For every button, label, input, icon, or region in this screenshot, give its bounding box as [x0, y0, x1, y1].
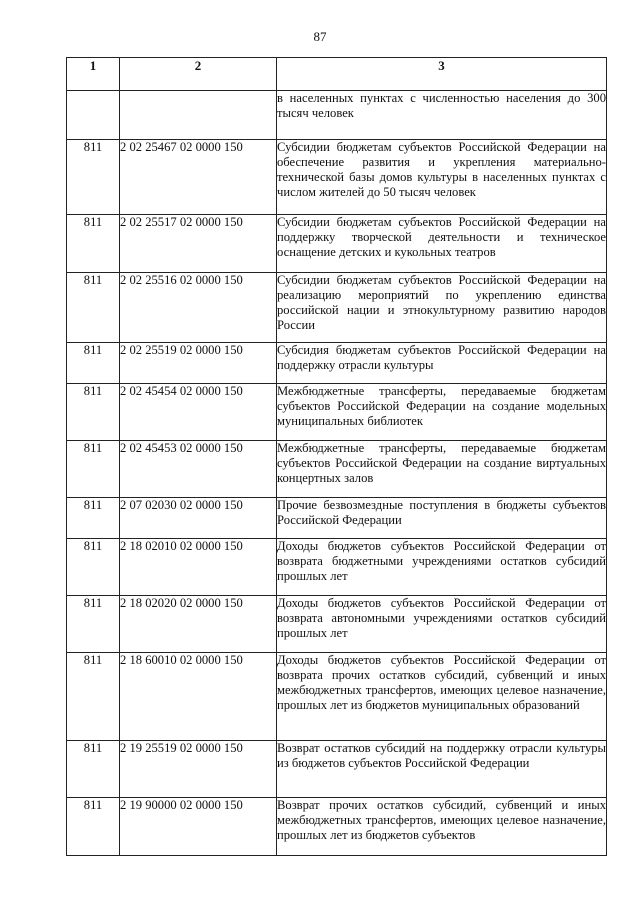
- table-row: [67, 539, 607, 596]
- kbk-code-cell: 2 02 45454 02 0000 150: [120, 384, 277, 441]
- table-row: [67, 273, 607, 343]
- admin-code-cell: 811: [67, 498, 120, 539]
- kbk-code-cell: 2 07 02030 02 0000 150: [120, 498, 277, 539]
- revenue-name-cell: Субсидии бюджетам субъектов Российской Федерации на реализацию мероприятий по укреплению единства российской нации и этнокультурному развитию народов России: [277, 273, 607, 343]
- kbk-code-cell: 2 02 45453 02 0000 150: [120, 441, 277, 498]
- kbk-code-cell: 2 18 02010 02 0000 150: [120, 539, 277, 596]
- table-row: [67, 596, 607, 653]
- kbk-code-cell: 2 02 25516 02 0000 150: [120, 273, 277, 343]
- admin-code-cell: 811: [67, 798, 120, 856]
- revenue-name-cell: Межбюджетные трансферты, передаваемые бюджетам субъектов Российской Федерации на создание виртуальных концертных залов: [277, 441, 607, 498]
- revenue-name-cell: Доходы бюджетов субъектов Российской Федерации от возврата бюджетными учреждениями остатков субсидий прошлых лет: [277, 539, 607, 596]
- table-row: [67, 140, 607, 215]
- table-row: [67, 343, 607, 384]
- table-row: [67, 798, 607, 856]
- kbk-code-cell: 2 02 25467 02 0000 150: [120, 140, 277, 215]
- revenue-name-cell: Возврат остатков субсидий на поддержку отрасли культуры из бюджетов субъектов Российской Федерации: [277, 741, 607, 798]
- kbk-code-cell: 2 02 25519 02 0000 150: [120, 343, 277, 384]
- header-col-1: 1: [67, 58, 120, 91]
- admin-code-cell: 811: [67, 384, 120, 441]
- admin-code-cell: 811: [67, 441, 120, 498]
- admin-code-cell: 811: [67, 215, 120, 273]
- table-row: [67, 441, 607, 498]
- admin-code-cell: 811: [67, 741, 120, 798]
- admin-code-cell: 811: [67, 596, 120, 653]
- header-col-3: 3: [277, 58, 607, 91]
- kbk-code-cell: 2 19 90000 02 0000 150: [120, 798, 277, 856]
- admin-code-cell: [67, 91, 120, 140]
- kbk-code-cell: 2 18 60010 02 0000 150: [120, 653, 277, 741]
- revenue-name-cell: Субсидии бюджетам субъектов Российской Федерации на обеспечение развития и укрепления материально-технической базы домов культуры в населенных пунктах с числом жителей до 50 тысяч человек: [277, 140, 607, 215]
- revenue-name-cell: Прочие безвозмездные поступления в бюджеты субъектов Российской Федерации: [277, 498, 607, 539]
- admin-code-cell: 811: [67, 140, 120, 215]
- table-header-row: [67, 58, 607, 91]
- revenue-name-cell: Субсидии бюджетам субъектов Российской Федерации на поддержку творческой деятельности и техническое оснащение детских и кукольных театров: [277, 215, 607, 273]
- header-col-2: 2: [120, 58, 277, 91]
- table-row: [67, 653, 607, 741]
- revenue-codes-table: [66, 57, 607, 856]
- kbk-code-cell: 2 19 25519 02 0000 150: [120, 741, 277, 798]
- revenue-name-cell: в населенных пунктах с численностью населения до 300 тысяч человек: [277, 91, 607, 140]
- table-row: [67, 384, 607, 441]
- revenue-name-cell: Доходы бюджетов субъектов Российской Федерации от возврата автономными учреждениями остатков субсидий прошлых лет: [277, 596, 607, 653]
- revenue-name-cell: Доходы бюджетов субъектов Российской Федерации от возврата прочих остатков субсидий, субвенций и иных межбюджетных трансфертов, имеющих целевое назначение, прошлых лет из бюджетов муниципальных образований: [277, 653, 607, 741]
- table-row: [67, 741, 607, 798]
- kbk-code-cell: [120, 91, 277, 140]
- revenue-name-cell: Субсидия бюджетам субъектов Российской Федерации на поддержку отрасли культуры: [277, 343, 607, 384]
- page-number: 87: [313, 29, 327, 44]
- admin-code-cell: 811: [67, 653, 120, 741]
- table-row: [67, 498, 607, 539]
- revenue-name-cell: Межбюджетные трансферты, передаваемые бюджетам субъектов Российской Федерации на создание модельных муниципальных библиотек: [277, 384, 607, 441]
- admin-code-cell: 811: [67, 343, 120, 384]
- table-row: [67, 91, 607, 140]
- admin-code-cell: 811: [67, 539, 120, 596]
- admin-code-cell: 811: [67, 273, 120, 343]
- revenue-name-cell: Возврат прочих остатков субсидий, субвенций и иных межбюджетных трансфертов, имеющих целевое назначение, прошлых лет из бюджетов субъектов: [277, 798, 607, 856]
- kbk-code-cell: 2 18 02020 02 0000 150: [120, 596, 277, 653]
- kbk-code-cell: 2 02 25517 02 0000 150: [120, 215, 277, 273]
- table-row: [67, 215, 607, 273]
